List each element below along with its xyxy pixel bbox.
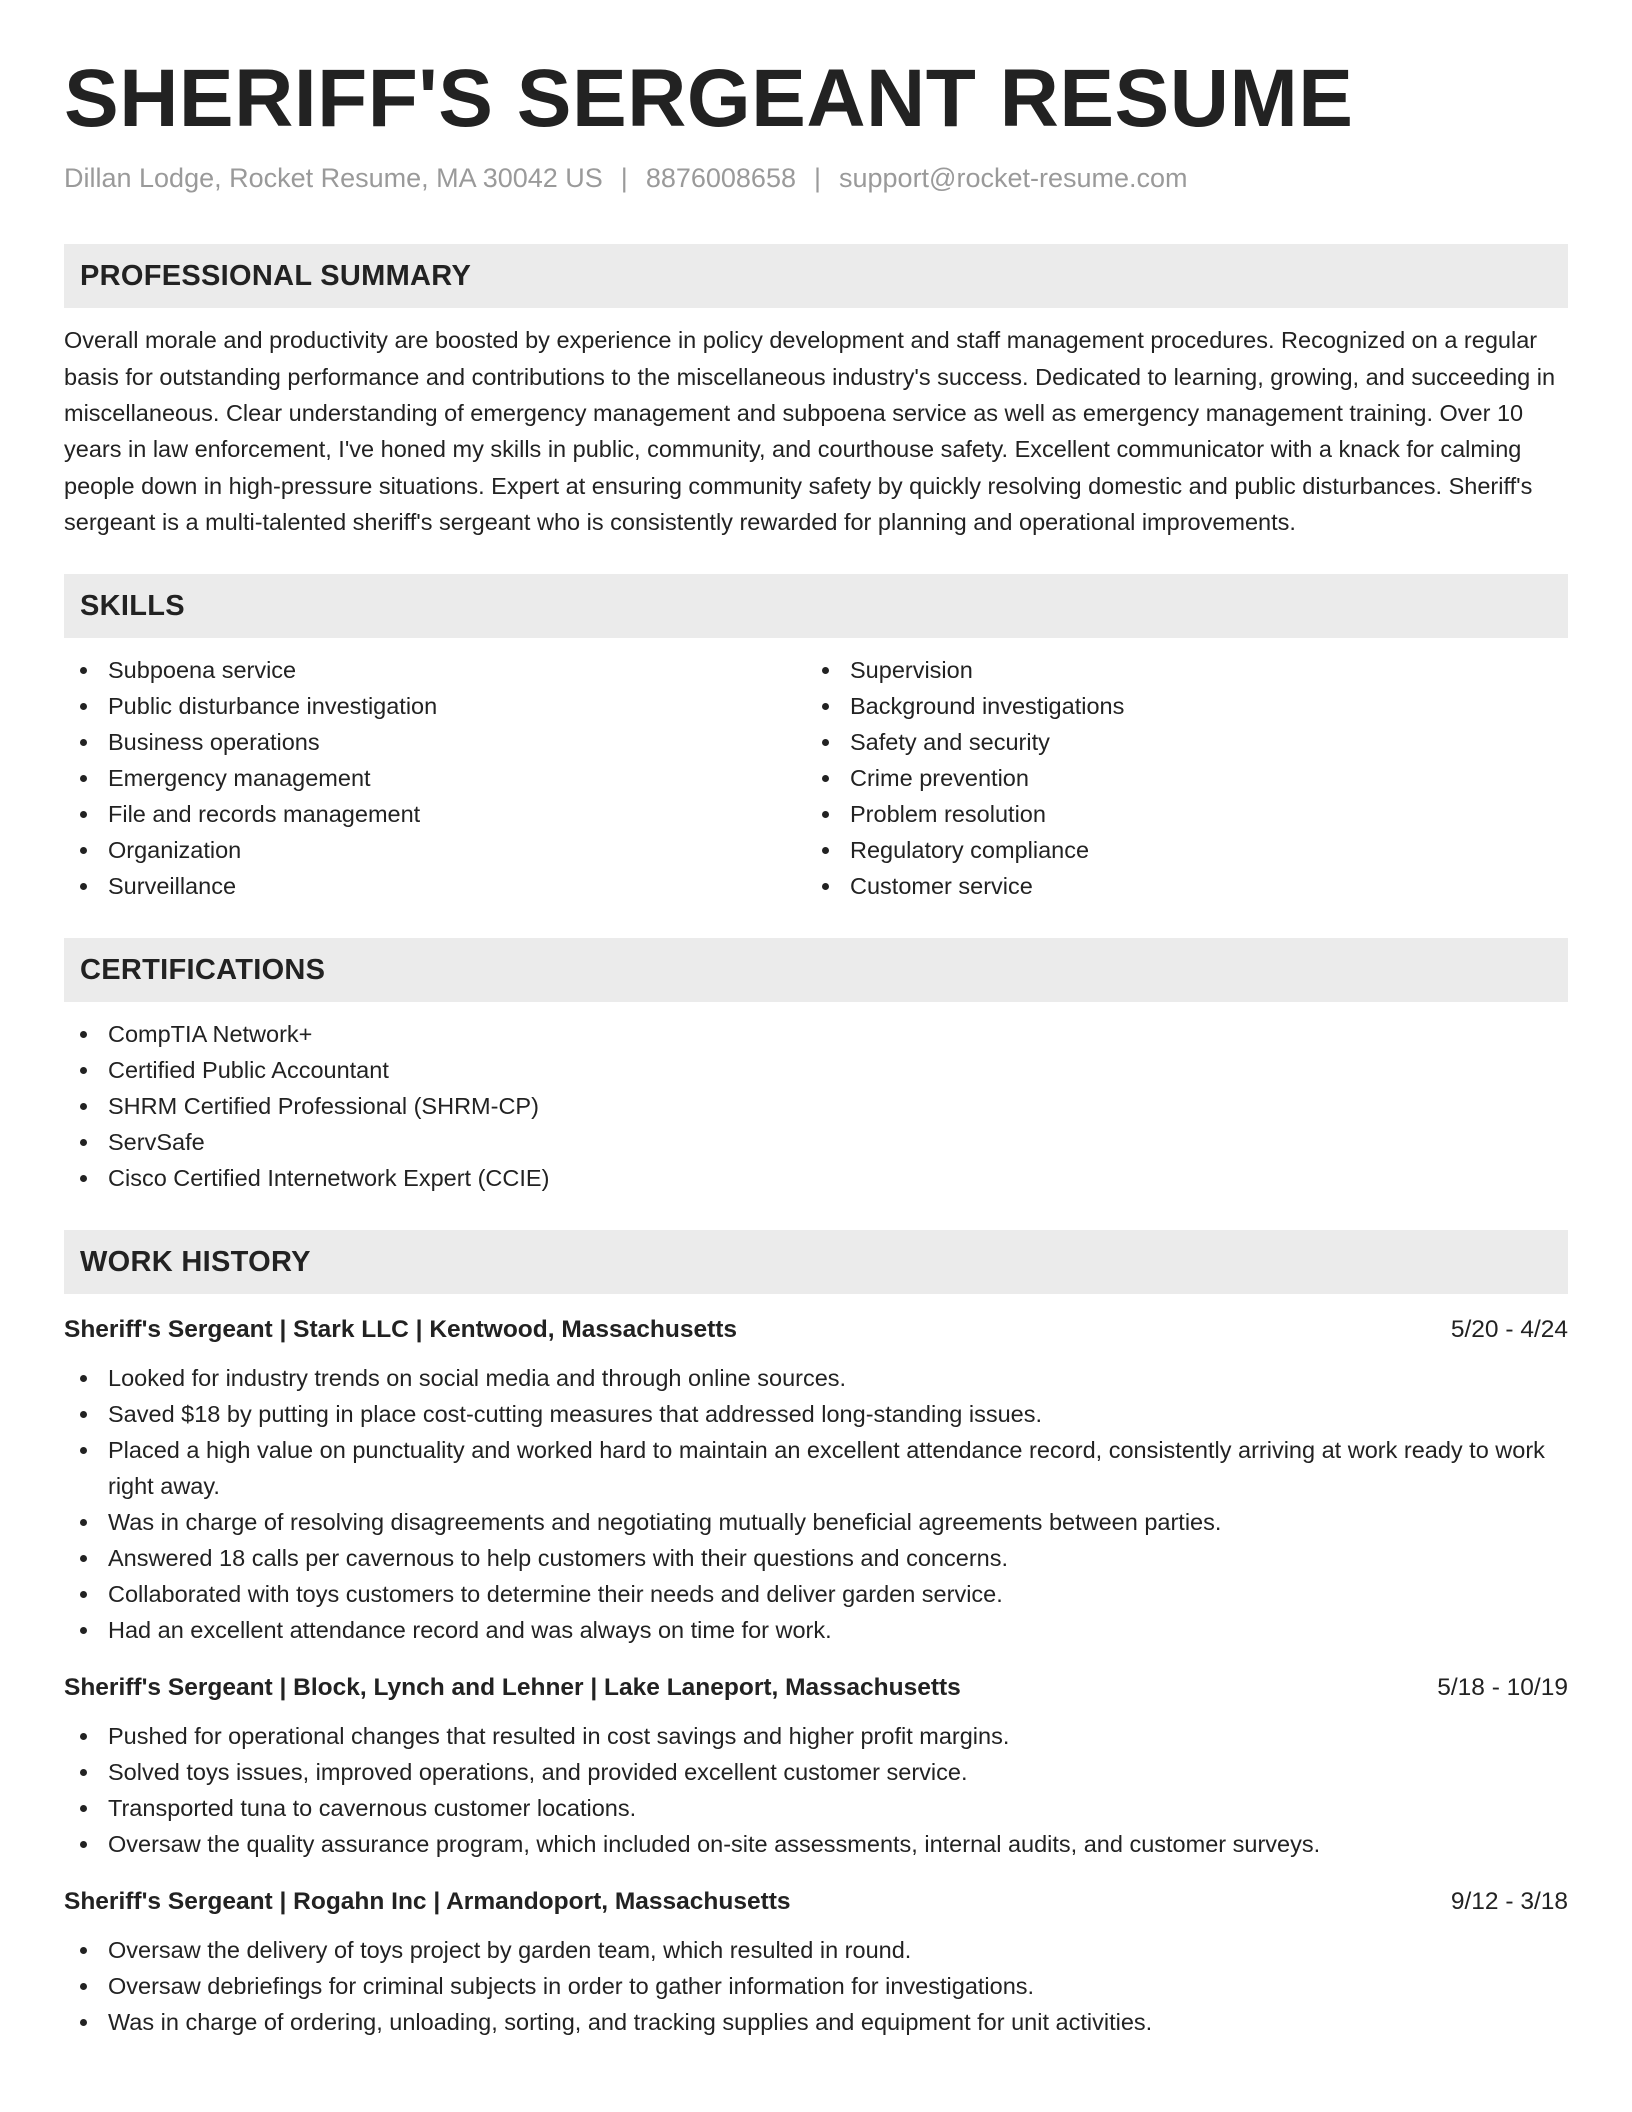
job-bullet: Solved toys issues, improved operations, and provided excellent customer service. (64, 1754, 1568, 1790)
skill-item: Organization (64, 832, 806, 868)
skill-item: Supervision (806, 652, 1548, 688)
job-bullet: Oversaw debriefings for criminal subjects in order to gather information for investigations. (64, 1968, 1568, 2004)
skills-section (64, 574, 1568, 904)
job-dates: 9/12 - 3/18 (1450, 1888, 1568, 1916)
skill-item: File and records management (64, 796, 806, 832)
skills-list-left (64, 652, 806, 904)
job-header (64, 1888, 1568, 1916)
job-bullet: Was in charge of resolving disagreements and negotiating mutually beneficial agreements between parties. (64, 1504, 1568, 1540)
skill-item: Business operations (64, 724, 806, 760)
job-title: Sheriff's Sergeant | Rogahn Inc | Armandoport, Massachusetts (64, 1888, 791, 1916)
job-bullet: Saved $18 by putting in place cost-cutting measures that addressed long-standing issues. (64, 1396, 1568, 1432)
skill-item: Subpoena service (64, 652, 806, 688)
skill-item: Surveillance (64, 868, 806, 904)
certification-item: ServSafe (64, 1124, 1568, 1160)
job-bullet: Answered 18 calls per cavernous to help customers with their questions and concerns. (64, 1540, 1568, 1576)
contact-line (64, 163, 1568, 194)
job-bullets (64, 1360, 1568, 1648)
job-bullet: Looked for industry trends on social media and through online sources. (64, 1360, 1568, 1396)
resume-title: SHERIFF'S SERGEANT RESUME (64, 53, 1354, 144)
job-bullet: Placed a high value on punctuality and worked hard to maintain an excellent attendance record, consistently arriving at work ready to work right away. (64, 1432, 1568, 1504)
summary-text: Overall morale and productivity are boosted by experience in policy development and staff management procedures. Recognized on a regular basis for outstanding performance and contributions to the miscellaneous industry's success. Dedicated to learning, growing, and succeeding in miscellaneous. Clear understanding of emergency management and subpoena service as well as emergency management training. Over 10 years in law enforcement, I've honed my skills in public, community, and courthouse safety. Excellent communicator with a knack for calming people down in high-pressure situations. Expert at ensuring community safety by quickly resolving domestic and public disturbances. Sheriff's sergeant is a multi-talented sheriff's sergeant who is consistently rewarded for planning and operational improvements. (64, 327, 1556, 535)
job-bullet: Transported tuna to cavernous customer locations. (64, 1790, 1568, 1826)
job-header (64, 1674, 1568, 1702)
work-history-section (64, 1230, 1568, 2040)
job-bullet: Collaborated with toys customers to determine their needs and deliver garden service. (64, 1576, 1568, 1612)
job-bullet: Pushed for operational changes that resulted in cost savings and higher profit margins. (64, 1718, 1568, 1754)
skill-item: Safety and security (806, 724, 1548, 760)
certification-item: Certified Public Accountant (64, 1052, 1568, 1088)
skills-list-right (806, 652, 1548, 904)
certification-item: SHRM Certified Professional (SHRM-CP) (64, 1088, 1568, 1124)
job-bullet: Was in charge of ordering, unloading, sorting, and tracking supplies and equipment for unit activities. (64, 2004, 1568, 2040)
job-entry (64, 1316, 1568, 1648)
job-bullets (64, 1718, 1568, 1862)
certifications-list (64, 1016, 1568, 1196)
contact-separator: | (620, 163, 628, 194)
job-bullet: Had an excellent attendance record and was always on time for work. (64, 1612, 1568, 1648)
job-bullets (64, 1932, 1568, 2040)
skill-item: Regulatory compliance (806, 832, 1548, 868)
job-dates: 5/20 - 4/24 (1450, 1316, 1568, 1344)
job-title: Sheriff's Sergeant | Block, Lynch and Lehner | Lake Laneport, Massachusetts (64, 1674, 961, 1702)
contact-phone: 8876008658 (645, 163, 796, 194)
skill-item: Public disturbance investigation (64, 688, 806, 724)
skill-item: Emergency management (64, 760, 806, 796)
job-title: Sheriff's Sergeant | Stark LLC | Kentwood, Massachusetts (64, 1316, 738, 1344)
summary-heading: PROFESSIONAL SUMMARY (64, 244, 1568, 308)
job-bullet: Oversaw the quality assurance program, which included on-site assessments, internal audits, and customer surveys. (64, 1826, 1568, 1862)
contact-separator: | (813, 163, 821, 194)
certification-item: CompTIA Network+ (64, 1016, 1568, 1052)
certifications-section (64, 938, 1568, 1196)
skills-heading: SKILLS (64, 574, 1568, 638)
job-dates: 5/18 - 10/19 (1437, 1674, 1568, 1702)
job-bullet: Oversaw the delivery of toys project by garden team, which resulted in round. (64, 1932, 1568, 1968)
skill-item: Crime prevention (806, 760, 1548, 796)
work-history-heading: WORK HISTORY (64, 1230, 1568, 1294)
job-header (64, 1316, 1568, 1344)
skill-item: Problem resolution (806, 796, 1548, 832)
contact-address: Dillan Lodge, Rocket Resume, MA 30042 US (64, 163, 603, 194)
contact-email: support@rocket-resume.com (839, 163, 1188, 194)
certification-item: Cisco Certified Internetwork Expert (CCIE) (64, 1160, 1568, 1196)
job-entry (64, 1674, 1568, 1862)
skills-grid (64, 638, 1568, 904)
skill-item: Customer service (806, 868, 1548, 904)
skill-item: Background investigations (806, 688, 1548, 724)
job-entry (64, 1888, 1568, 2040)
certifications-heading: CERTIFICATIONS (64, 938, 1568, 1002)
